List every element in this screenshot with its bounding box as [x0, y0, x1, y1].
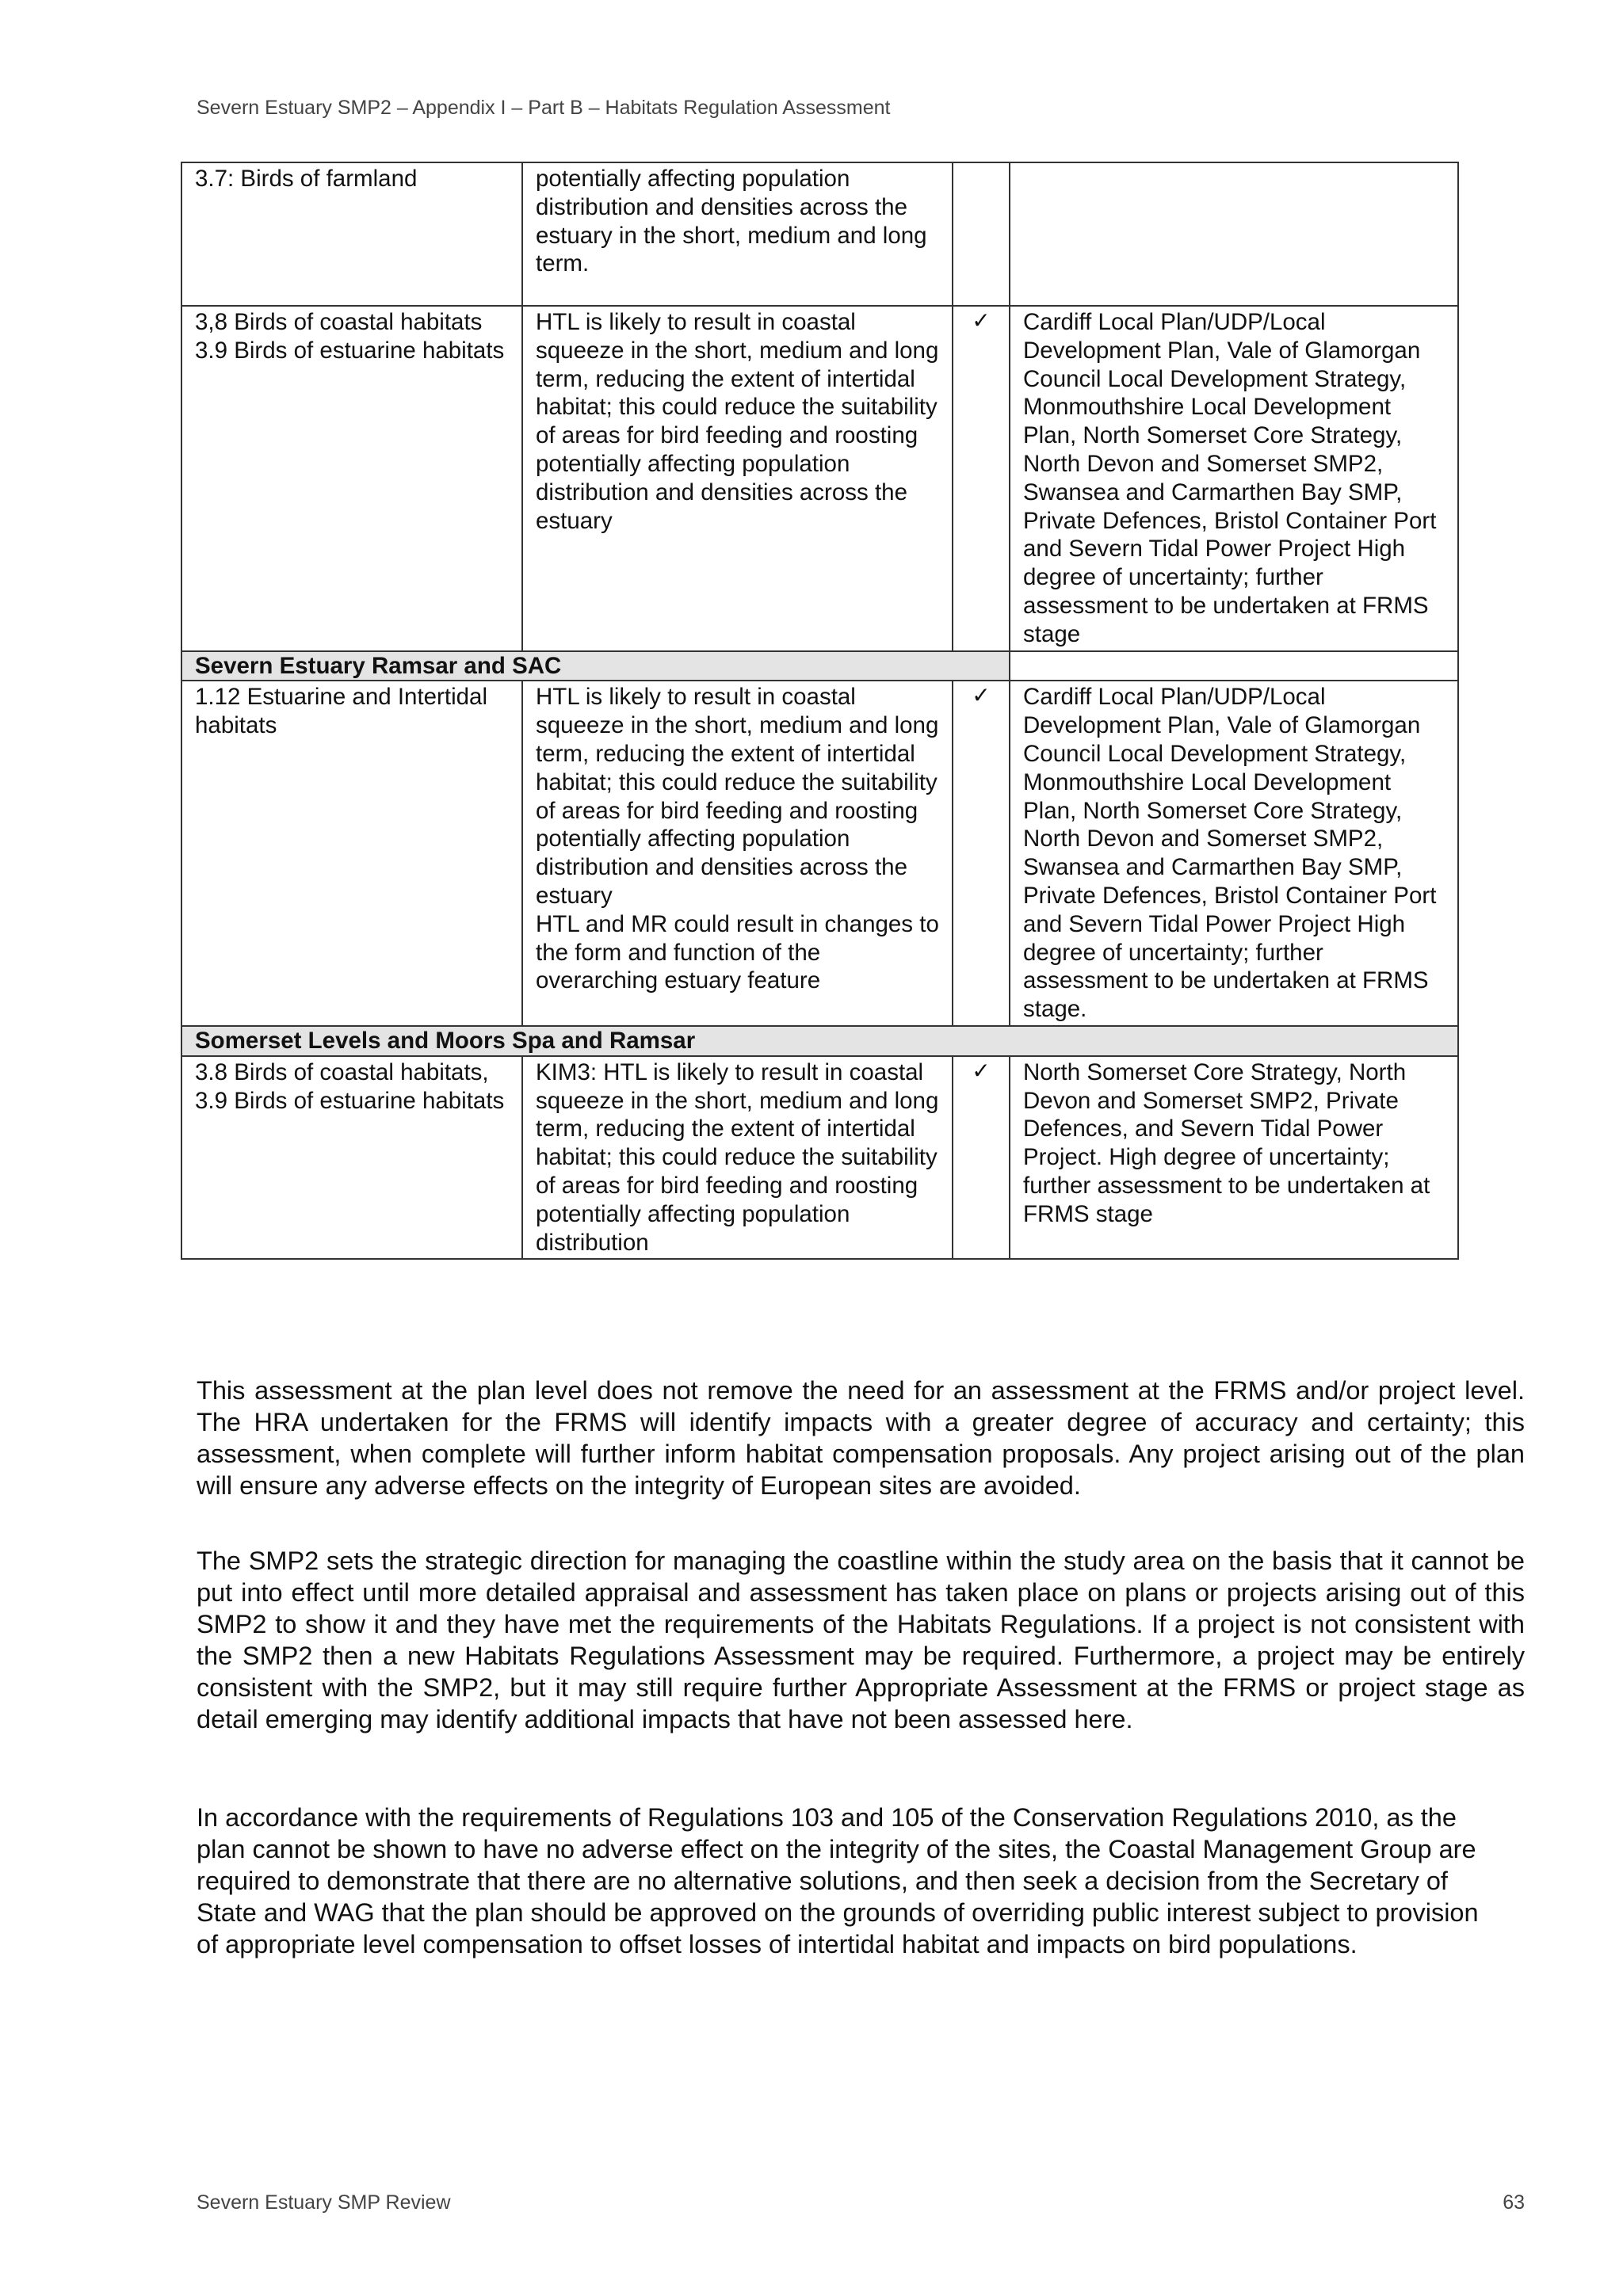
- paragraph-strategic-direction: The SMP2 sets the strategic direction for managing the coastline within the study area on the basis that it cannot be put into effect until more detailed appraisal and assessment has taken place on plans or projects arising out of this SMP2 to show it and they have met the requirements of the Habitats Regulations. If a project is not consistent with the SMP2 then a new Habitats Regulations Assessment may be required. Furthermore, a project may be entirely consistent with the SMP2, but it may still require further Appropriate Assessment at the FRMS or project stage as detail emerging may identify additional impacts that have not been assessed here.: [197, 1547, 1525, 1733]
- check-mark-icon: ✓: [953, 681, 1010, 1026]
- paragraph-regulations: In accordance with the requirements of Regulations 103 and 105 of the Conservation Regulations 2010, as the plan cannot be shown to have no adverse effect on the integrity of the sites, the Coastal Management Group are required to demonstrate that there are no alternative solutions, and then seek a decision from the Secretary of State and WAG that the plan should be approved on the grounds of overriding public interest subject to provision of appropriate level compensation to offset losses of intertidal habitat and impacts on bird populations.: [197, 1803, 1479, 1958]
- section-header-row: [181, 1026, 1458, 1056]
- table-row: [181, 306, 1458, 651]
- table-row: [181, 681, 1458, 1026]
- page-header: Severn Estuary SMP2 – Appendix I – Part B – Habitats Regulation Assessment: [197, 97, 891, 119]
- notes-cell: [1010, 162, 1458, 306]
- notes-cell: North Somerset Core Strategy, North Devon and Somerset SMP2, Private Defences, and Severn Tidal Power Project. High degree of uncertainty; further assessment to be undertaken at FRMS stage: [1010, 1056, 1458, 1260]
- section-header-row: [181, 651, 1458, 681]
- feature-cell: 3,8 Birds of coastal habitats 3.9 Birds of estuarine habitats: [181, 306, 522, 651]
- section-blank-cell: [1010, 651, 1458, 681]
- table-row: [181, 162, 1458, 306]
- section-title: Severn Estuary Ramsar and SAC: [181, 651, 1010, 681]
- feature-cell: 3.7: Birds of farmland: [181, 162, 522, 306]
- feature-cell: 3.8 Birds of coastal habitats, 3.9 Birds of estuarine habitats: [181, 1056, 522, 1260]
- paragraph-plan-level: This assessment at the plan level does not remove the need for an assessment at the FRMS and/or project level. The HRA undertaken for the FRMS will identify impacts with a greater degree of accuracy and certainty; this assessment, when complete will further inform habitat compensation proposals. Any project arising out of the plan will ensure any adverse effects on the integrity of European sites are avoided.: [197, 1376, 1525, 1500]
- impact-cell: [522, 681, 953, 1026]
- impact-text: HTL is likely to result in coastal squeeze in the short, medium and long term, reducing the extent of intertidal habitat; this could reduce the suitability of areas for bird feeding and roosting potentially affecting population distribution and densities across the estuary: [536, 684, 939, 909]
- page-number: 63: [1503, 2191, 1525, 2214]
- check-mark-icon: ✓: [953, 1056, 1010, 1260]
- section-title: Somerset Levels and Moors Spa and Ramsar: [181, 1026, 1458, 1056]
- impact-cell: KIM3: HTL is likely to result in coastal squeeze in the short, medium and long term, reducing the extent of intertidal habitat; this could reduce the suitability of areas for bird feeding and roosting potentially affecting population distribution: [522, 1056, 953, 1260]
- tick-cell: [953, 162, 1010, 306]
- impact-cell: HTL is likely to result in coastal squeeze in the short, medium and long term, reducing the extent of intertidal habitat; this could reduce the suitability of areas for bird feeding and roosting potentially affecting population distribution and densities across the estuary: [522, 306, 953, 651]
- notes-cell: Cardiff Local Plan/UDP/Local Development Plan, Vale of Glamorgan Council Local Development Strategy, Monmouthshire Local Development Plan, North Somerset Core Strategy, North Devon and Somerset SMP2, Swansea and Carmarthen Bay SMP, Private Defences, Bristol Container Port and Severn Tidal Power Project High degree of uncertainty; further assessment to be undertaken at FRMS stage: [1010, 306, 1458, 651]
- notes-cell: Cardiff Local Plan/UDP/Local Development Plan, Vale of Glamorgan Council Local Development Strategy, Monmouthshire Local Development Plan, North Somerset Core Strategy, North Devon and Somerset SMP2, Swansea and Carmarthen Bay SMP, Private Defences, Bristol Container Port and Severn Tidal Power Project High degree of uncertainty; further assessment to be undertaken at FRMS stage.: [1010, 681, 1458, 1026]
- assessment-table: [181, 162, 1459, 1260]
- check-mark-icon: ✓: [953, 306, 1010, 651]
- impact-text: HTL and MR could result in changes to the form and function of the overarching estuary feature: [536, 910, 939, 994]
- table-row: [181, 1056, 1458, 1260]
- impact-cell: potentially affecting population distribution and densities across the estuary in the short, medium and long term.: [522, 162, 953, 306]
- feature-cell: 1.12 Estuarine and Intertidal habitats: [181, 681, 522, 1026]
- footer-title: Severn Estuary SMP Review: [197, 2191, 451, 2214]
